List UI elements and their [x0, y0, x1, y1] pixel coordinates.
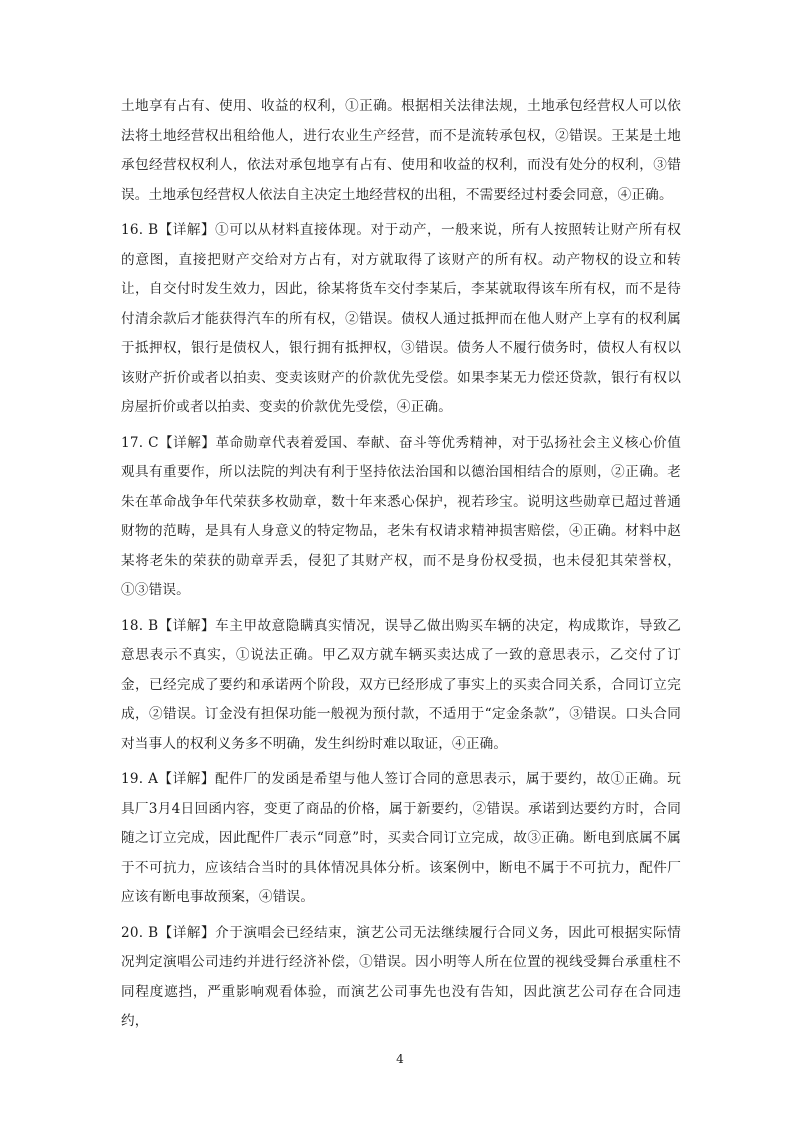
paragraph-text: 介于演唱会已经结束，演艺公司无法继续履行合同义务，因此可根据实际情况判定演唱公司违约并进行经济补偿，①错误。因小明等人所在位置的视线受舞台承重柱不同程度遮挡，严重影响观看体验，而演艺公司事先也没有告知，因此演艺公司存在合同违约，	[121, 924, 681, 1029]
paragraph-15-continuation	[121, 92, 681, 210]
page-number: 4	[396, 1052, 404, 1066]
paragraph-text: 土地享有占有、使用、收益的权利，①正确。根据相关法律法规，土地承包经营权人可以依法将土地经营权出租给他人，进行农业生产经营，而不是流转承包权，②错误。王某是土地承包经营权权利人，依法对承包地享有占有、使用和收益的权利，而没有处分的权利，③错误。土地承包经营权人依法自主决定土地经营权的出租，不需要经过村委会同意，④正确。	[121, 98, 681, 203]
paragraph-text: 革命勋章代表着爱国、奉献、奋斗等优秀精神，对于弘扬社会主义核心价值观具有重要作，所以法院的判决有利于坚持依法治国和以德治国相结合的原则，②正确。老朱在革命战争年代荣获多枚勋章，数十年来悉心保护，视若珍宝。说明这些勋章已超过普通财物的范畴，是具有人身意义的特定物品，老朱有权请求精神损害赔偿，④正确。材料中赵某将老朱的荣获的勋章弄丢，侵犯了其财产权，而不是身份权受损，也未侵犯其荣誉权，①③错误。	[121, 434, 682, 598]
question-label: 17. C【详解】	[121, 434, 216, 451]
question-label: 19. A【详解】	[121, 771, 215, 787]
question-label: 20. B【详解】	[121, 924, 216, 941]
paragraph-question-16	[121, 216, 681, 423]
paragraph-question-17	[121, 429, 681, 606]
question-label: 18. B【详解】	[121, 617, 216, 634]
paragraph-text: 车主甲故意隐瞒真实情况，误导乙做出购买车辆的决定，构成欺诈，导致乙意思表示不真实，①说法正确。甲乙双方就车辆买卖达成了一致的意思表示，乙交付了订金，已经完成了要约和承诺两个阶段，双方已经形成了事实上的买卖合同关系，合同订立完成，②错误。订金没有担保功能一般视为预付款，不适用于“定金条款”，③错误。口头合同对当事人的权利义务多不明确，发生纠纷时难以取证，④正确。	[121, 617, 681, 752]
paragraph-question-20	[121, 919, 681, 1037]
question-label: 16. B【详解】	[121, 222, 216, 238]
paragraph-text: ①可以从材料直接体现。对于动产，一般来说，所有人按照转让财产所有权的意图，直接把财产交给对方占有，对方就取得了该财产的所有权。动产物权的设立和转让，自交付时发生效力，因此，徐某将货车交付李某后，李某就取得该车所有权，而不是待付清余款后才能获得汽车的所有权，②错误。债权人通过抵押而在他人财产上享有的权利属于抵押权，银行是债权人，银行拥有抵押权，③错误。债务人不履行债务时，债权人有权以该财产折价或者以拍卖、变卖该财产的价款优先受偿。如果李某无力偿还贷款，银行有权以房屋折价或者以拍卖、变卖的价款优先受偿，④正确。	[121, 222, 681, 415]
answer-explanations	[121, 92, 681, 1043]
paragraph-text: 配件厂的发函是希望与他人签订合同的意思表示，属于要约，故①正确。玩具厂3月4日回函内容，变更了商品的价格，属于新要约，②错误。承诺到达要约方时，合同随之订立完成，因此配件厂表示“同意”时，买卖合同订立完成，故③正确。断电到底属不属于不可抗力，应该结合当时的具体情况具体分析。该案例中，断电不属于不可抗力，配件厂应该有断电事故预案，④错误。	[121, 771, 681, 905]
paragraph-question-18	[121, 612, 681, 760]
paragraph-question-19	[121, 765, 681, 913]
